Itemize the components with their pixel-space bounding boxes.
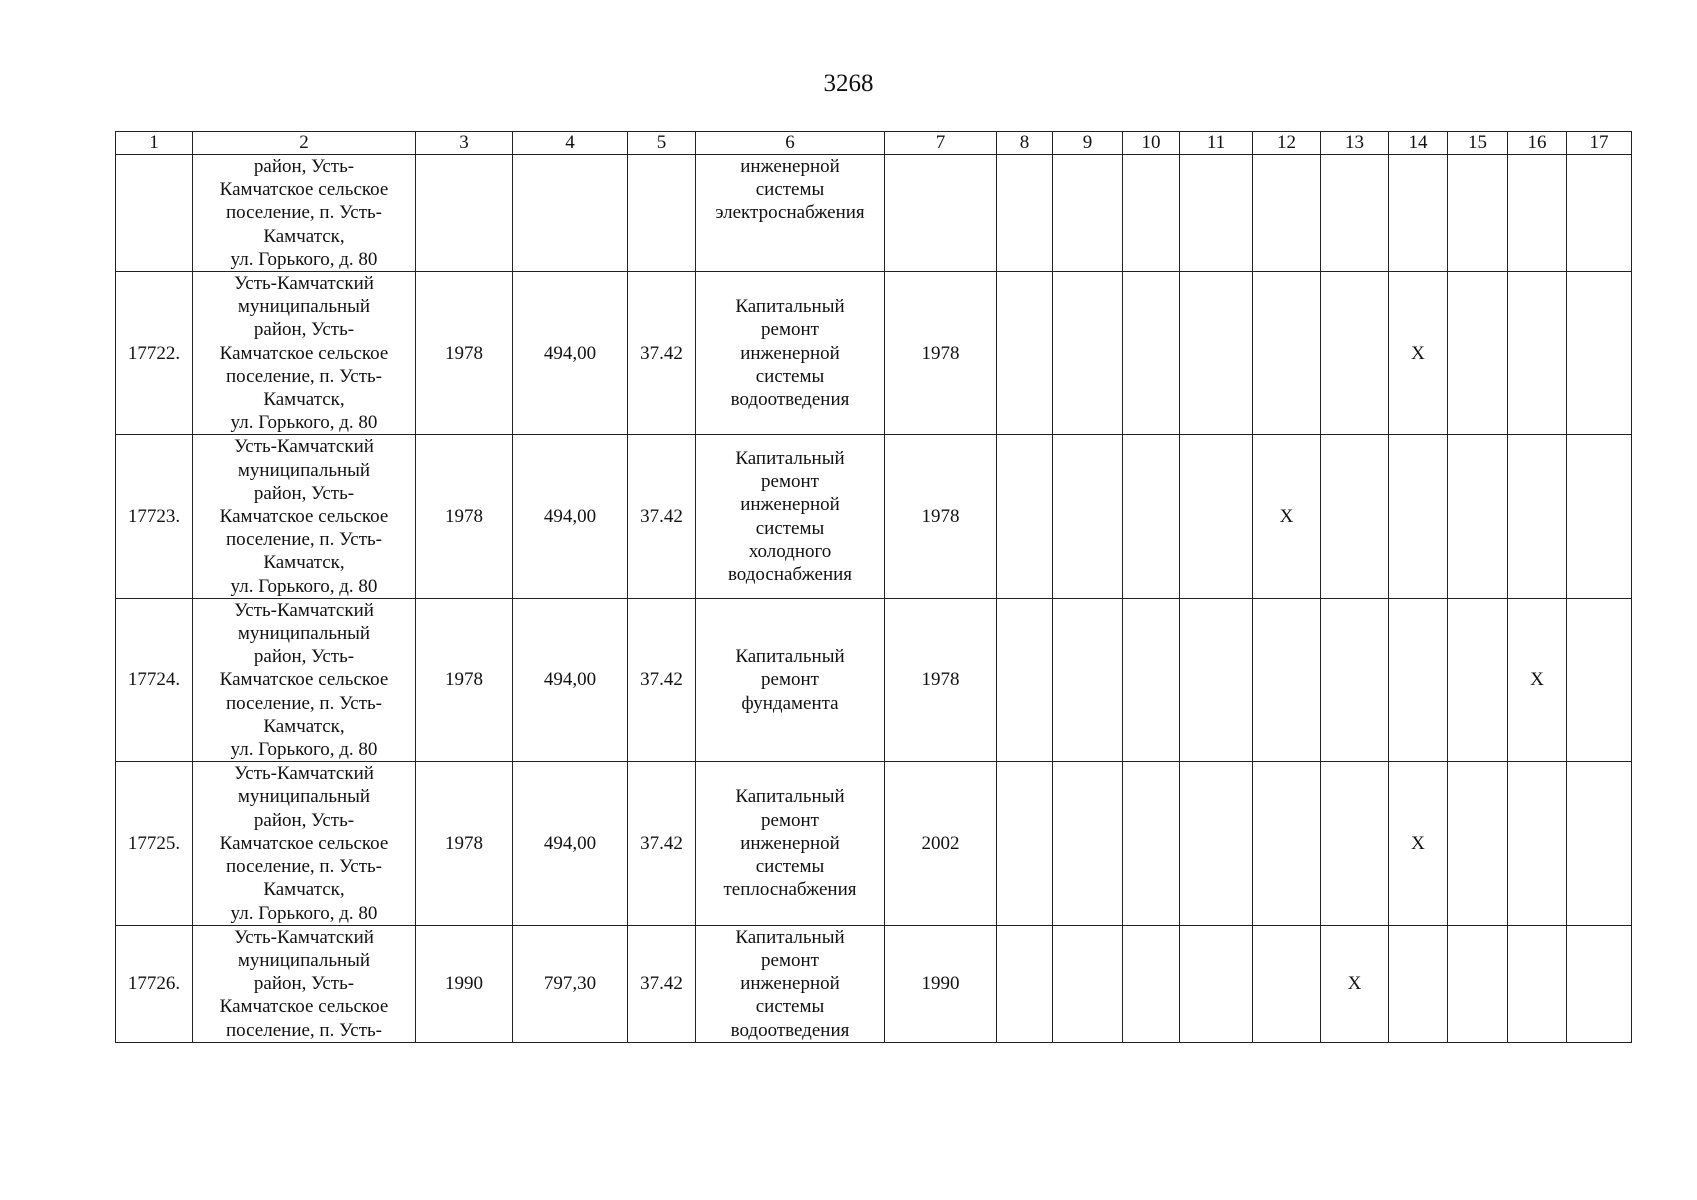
- mark-cell-col-9: [1053, 762, 1123, 925]
- cell-text-line: поселение, п. Усть-: [226, 365, 382, 387]
- column-header-cell: 8: [997, 132, 1053, 155]
- cell-text-line: холодного: [748, 540, 832, 562]
- table-row: [116, 598, 1632, 761]
- cell-text-line: Камчатское сельское: [219, 506, 389, 528]
- table-row: [116, 155, 1632, 272]
- mark-cell-col-17: [1567, 598, 1632, 761]
- mark-cell-col-16: [1508, 272, 1567, 435]
- year-built-cell: 1978: [416, 435, 513, 598]
- cell-text-line: район, Усть-: [253, 319, 355, 341]
- cell-text-line: муниципальный: [237, 623, 371, 645]
- address-cell: [193, 435, 416, 598]
- cell-text-line: инженерной: [740, 973, 840, 995]
- year-built-cell: 1978: [416, 762, 513, 925]
- mark-cell-col-14: [1389, 925, 1448, 1042]
- mark-cell-col-15: [1448, 762, 1508, 925]
- work-type-cell: [696, 762, 885, 925]
- cell-text-line: Камчатское сельское: [219, 669, 389, 691]
- mark-cell-col-9: [1053, 155, 1123, 272]
- cell-text-line: ремонт: [761, 949, 819, 971]
- code-cell: [628, 155, 696, 272]
- mark-cell-col-9: [1053, 272, 1123, 435]
- area-cell: 494,00: [513, 598, 628, 761]
- code-cell: 37.42: [628, 435, 696, 598]
- cell-text-line: район, Усть-: [253, 156, 355, 177]
- mark-cell-col-13: [1321, 762, 1389, 925]
- cell-text-line: ремонт: [761, 471, 819, 493]
- address-cell: [193, 925, 416, 1042]
- cell-text-line: инженерной: [740, 494, 840, 516]
- cell-text-line: Камчатское сельское: [219, 832, 389, 854]
- cell-text-line: Капитальный: [735, 926, 845, 948]
- year-built-cell: 1978: [416, 598, 513, 761]
- work-type-cell: [696, 155, 885, 272]
- mark-cell-col-17: [1567, 155, 1632, 272]
- cell-text-line: водоотведения: [730, 1019, 850, 1041]
- mark-cell-col-17: [1567, 272, 1632, 435]
- mark-cell-col-12: [1253, 155, 1321, 272]
- mark-cell-col-12: [1253, 762, 1321, 925]
- mark-cell-col-13: [1321, 272, 1389, 435]
- address-cell: [193, 155, 416, 272]
- table-row: [116, 925, 1632, 1042]
- column-header-cell: 15: [1448, 132, 1508, 155]
- column-header-cell: 3: [416, 132, 513, 155]
- cell-text-line: поселение, п. Усть-: [226, 1019, 382, 1041]
- mark-cell-col-17: [1567, 435, 1632, 598]
- code-cell: 37.42: [628, 598, 696, 761]
- column-header-cell: 16: [1508, 132, 1567, 155]
- cell-text-line: инженерной: [740, 156, 840, 177]
- cell-text-line: район, Усть-: [253, 809, 355, 831]
- cell-text-line: системы: [755, 856, 825, 878]
- mark-cell-col-14: [1389, 435, 1448, 598]
- cell-text-line: муниципальный: [237, 459, 371, 481]
- row-number-cell: 17726.: [116, 925, 193, 1042]
- mark-cell-col-10: [1123, 435, 1180, 598]
- table-row: [116, 762, 1632, 925]
- cell-text-line: Камчатское сельское: [219, 996, 389, 1018]
- cell-text-line: поселение, п. Усть-: [226, 692, 382, 714]
- column-number-header: [116, 132, 1632, 155]
- cell-text-line: муниципальный: [237, 949, 371, 971]
- cell-text-line: район, Усть-: [253, 646, 355, 668]
- year-built-cell: [416, 155, 513, 272]
- mark-cell-col-15: [1448, 925, 1508, 1042]
- cell-text-line: электроснабжения: [715, 202, 865, 224]
- work-type-cell: [696, 435, 885, 598]
- cell-text-line: фундамента: [741, 692, 839, 714]
- mark-cell-col-13: [1321, 598, 1389, 761]
- cell-text-line: ул. Горького, д. 80: [230, 902, 378, 924]
- work-type-cell: [696, 925, 885, 1042]
- address-cell: [193, 272, 416, 435]
- cell-text-line: водоснабжения: [727, 564, 853, 586]
- mark-x: X: [1389, 762, 1448, 925]
- cell-text-line: Камчатское сельское: [219, 342, 389, 364]
- mark-cell-col-12: [1253, 272, 1321, 435]
- cell-text-line: Усть-Камчатский: [234, 273, 374, 295]
- mark-cell-col-17: [1567, 762, 1632, 925]
- cell-text-line: ремонт: [761, 809, 819, 831]
- cell-text-line: ремонт: [761, 669, 819, 691]
- table-row: [116, 272, 1632, 435]
- mark-cell-col-9: [1053, 435, 1123, 598]
- row-number-cell: 17725.: [116, 762, 193, 925]
- cell-text-line: ул. Горького, д. 80: [230, 739, 378, 761]
- registry-table-container: [115, 131, 1631, 1043]
- mark-cell-col-16: [1508, 435, 1567, 598]
- year-work-cell: 1978: [885, 435, 997, 598]
- cell-text-line: Усть-Камчатский: [234, 926, 374, 948]
- column-header-cell: 2: [193, 132, 416, 155]
- mark-x: X: [1321, 925, 1389, 1042]
- cell-text-line: Усть-Камчатский: [234, 599, 374, 621]
- cell-text-line: водоотведения: [730, 389, 850, 411]
- table-row: [116, 435, 1632, 598]
- cell-text-line: ремонт: [761, 319, 819, 341]
- mark-cell-col-8: [997, 598, 1053, 761]
- mark-cell-col-11: [1180, 272, 1253, 435]
- cell-text-line: муниципальный: [237, 296, 371, 318]
- mark-cell-col-10: [1123, 272, 1180, 435]
- cell-text-line: Капитальный: [735, 296, 845, 318]
- year-built-cell: 1990: [416, 925, 513, 1042]
- mark-cell-col-11: [1180, 925, 1253, 1042]
- column-header-cell: 9: [1053, 132, 1123, 155]
- cell-text-line: район, Усть-: [253, 973, 355, 995]
- cell-text-line: поселение, п. Усть-: [226, 529, 382, 551]
- mark-x: X: [1508, 598, 1567, 761]
- mark-cell-col-10: [1123, 598, 1180, 761]
- year-work-cell: 1978: [885, 598, 997, 761]
- mark-x: X: [1389, 272, 1448, 435]
- cell-text-line: инженерной: [740, 342, 840, 364]
- mark-cell-col-8: [997, 435, 1053, 598]
- area-cell: 494,00: [513, 435, 628, 598]
- address-cell: [193, 762, 416, 925]
- year-built-cell: 1978: [416, 272, 513, 435]
- mark-cell-col-16: [1508, 925, 1567, 1042]
- row-number-cell: [116, 155, 193, 272]
- work-type-cell: [696, 598, 885, 761]
- cell-text-line: Капитальный: [735, 448, 845, 470]
- cell-text-line: муниципальный: [237, 786, 371, 808]
- cell-text-line: инженерной: [740, 832, 840, 854]
- cell-text-line: системы: [755, 365, 825, 387]
- mark-cell-col-12: [1253, 925, 1321, 1042]
- cell-text-line: Капитальный: [735, 786, 845, 808]
- cell-text-line: системы: [755, 517, 825, 539]
- mark-cell-col-13: [1321, 435, 1389, 598]
- mark-cell-col-8: [997, 925, 1053, 1042]
- cell-text-line: Усть-Камчатский: [234, 436, 374, 458]
- column-header-cell: 5: [628, 132, 696, 155]
- cell-text-line: Капитальный: [735, 646, 845, 668]
- cell-text-line: Усть-Камчатский: [234, 763, 374, 785]
- code-cell: 37.42: [628, 925, 696, 1042]
- mark-cell-col-8: [997, 155, 1053, 272]
- address-cell: [193, 598, 416, 761]
- mark-cell-col-16: [1508, 762, 1567, 925]
- area-cell: [513, 155, 628, 272]
- cell-text-line: Камчатск,: [263, 389, 345, 411]
- cell-text-line: системы: [755, 179, 825, 201]
- mark-cell-col-10: [1123, 155, 1180, 272]
- cell-text-line: Камчатск,: [263, 552, 345, 574]
- row-number-cell: 17724.: [116, 598, 193, 761]
- mark-cell-col-8: [997, 762, 1053, 925]
- cell-text-line: поселение, п. Усть-: [226, 202, 382, 224]
- mark-cell-col-14: [1389, 598, 1448, 761]
- mark-cell-col-11: [1180, 435, 1253, 598]
- column-header-cell: 6: [696, 132, 885, 155]
- cell-text-line: ул. Горького, д. 80: [230, 248, 378, 270]
- mark-cell-col-15: [1448, 155, 1508, 272]
- row-number-cell: 17722.: [116, 272, 193, 435]
- column-header-cell: 14: [1389, 132, 1448, 155]
- year-work-cell: 1978: [885, 272, 997, 435]
- cell-text-line: Камчатское сельское: [219, 179, 389, 201]
- table-body: [116, 132, 1632, 1043]
- mark-cell-col-16: [1508, 155, 1567, 272]
- mark-cell-col-10: [1123, 762, 1180, 925]
- mark-cell-col-9: [1053, 598, 1123, 761]
- work-type-cell: [696, 272, 885, 435]
- cell-text-line: ул. Горького, д. 80: [230, 575, 378, 597]
- cell-text-line: ул. Горького, д. 80: [230, 412, 378, 434]
- row-number-cell: 17723.: [116, 435, 193, 598]
- mark-cell-col-8: [997, 272, 1053, 435]
- registry-table: [115, 131, 1632, 1043]
- cell-text-line: район, Усть-: [253, 482, 355, 504]
- cell-text-line: поселение, п. Усть-: [226, 856, 382, 878]
- cell-text-line: Камчатск,: [263, 879, 345, 901]
- mark-cell-col-10: [1123, 925, 1180, 1042]
- column-header-cell: 13: [1321, 132, 1389, 155]
- code-cell: 37.42: [628, 762, 696, 925]
- cell-text-line: Камчатск,: [263, 225, 345, 247]
- mark-x: X: [1253, 435, 1321, 598]
- year-work-cell: [885, 155, 997, 272]
- column-header-cell: 17: [1567, 132, 1632, 155]
- column-header-cell: 11: [1180, 132, 1253, 155]
- mark-cell-col-15: [1448, 598, 1508, 761]
- column-header-cell: 4: [513, 132, 628, 155]
- column-header-cell: 7: [885, 132, 997, 155]
- mark-cell-col-13: [1321, 155, 1389, 272]
- mark-cell-col-11: [1180, 155, 1253, 272]
- mark-cell-col-17: [1567, 925, 1632, 1042]
- mark-cell-col-11: [1180, 762, 1253, 925]
- cell-text-line: теплоснабжения: [723, 879, 857, 901]
- code-cell: 37.42: [628, 272, 696, 435]
- cell-text-line: системы: [755, 996, 825, 1018]
- year-work-cell: 2002: [885, 762, 997, 925]
- mark-cell-col-15: [1448, 435, 1508, 598]
- mark-cell-col-14: [1389, 155, 1448, 272]
- page-number: 3268: [823, 70, 874, 97]
- mark-cell-col-12: [1253, 598, 1321, 761]
- year-work-cell: 1990: [885, 925, 997, 1042]
- column-header-cell: 1: [116, 132, 193, 155]
- area-cell: 494,00: [513, 272, 628, 435]
- area-cell: 797,30: [513, 925, 628, 1042]
- mark-cell-col-15: [1448, 272, 1508, 435]
- mark-cell-col-11: [1180, 598, 1253, 761]
- area-cell: 494,00: [513, 762, 628, 925]
- column-header-cell: 12: [1253, 132, 1321, 155]
- cell-text-line: Камчатск,: [263, 715, 345, 737]
- mark-cell-col-9: [1053, 925, 1123, 1042]
- column-header-cell: 10: [1123, 132, 1180, 155]
